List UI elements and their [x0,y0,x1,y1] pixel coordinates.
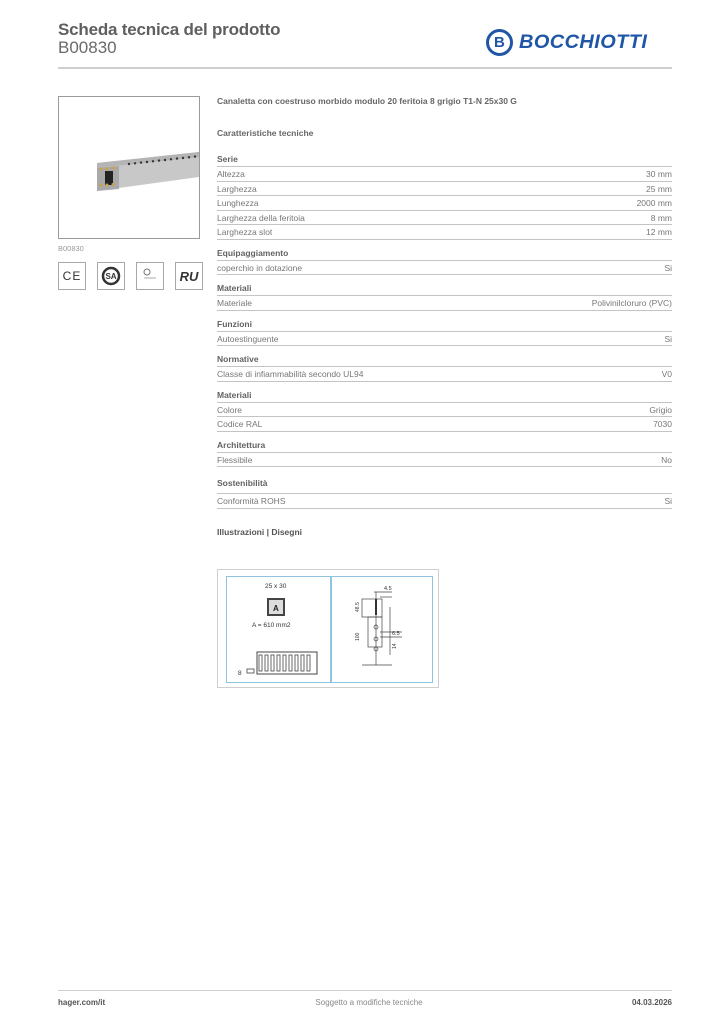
spec-row [217,261,672,276]
area-label: A = 610 mm2 [252,622,291,629]
slot-width-label: 8 [238,670,242,677]
spec-row [217,182,672,197]
spec-label: Conformità ROHS [217,496,286,506]
svg-text:SA: SA [105,272,117,281]
group-title: Materiali [217,282,672,296]
spec-value: V0 [661,369,672,379]
spec-label: Colore [217,404,243,415]
spec-group-serie [217,153,672,240]
footer-date: 04.03.2026 [631,998,672,1007]
group-title: Sostenibilità [217,477,672,494]
spec-label: Flessibile [217,454,253,465]
spec-value: Si [664,262,672,273]
spec-row [217,494,672,509]
technical-drawings [217,569,439,688]
cross-section-icon [267,598,285,616]
specs-title: Caratteristiche tecniche [217,128,314,138]
image-caption: B00830 [58,244,84,253]
footer-disclaimer: Soggetto a modifiche tecniche [315,998,423,1007]
spec-value: 25 mm [646,183,672,194]
csa-mark-icon [97,262,125,290]
ur-mark-icon: RU [175,262,203,290]
ul-recognized-icon [136,262,164,290]
group-title: Normative [217,353,672,367]
spec-label: Materiale [217,298,252,308]
svg-text:100: 100 [355,632,361,641]
group-title: Materiali [217,389,672,403]
product-code: B00830 [58,38,117,57]
brand-logo [486,29,648,56]
spec-label: Altezza [217,169,245,179]
spec-value: 7030 [653,419,672,429]
spec-label: Lunghezza [217,198,259,208]
spec-group-materiali [217,282,672,311]
spec-value: Si [664,496,672,506]
spec-row [217,367,672,382]
spec-row [217,196,672,211]
spec-row [217,296,672,311]
size-label: 25 x 30 [265,583,287,590]
specs-panel [217,96,672,537]
spec-group-sostenibilita [217,477,672,509]
spec-label: Larghezza [217,183,257,194]
certification-badges [58,262,203,290]
spec-label: Codice RAL [217,419,263,429]
spec-group-architettura [217,439,672,468]
spec-value: 30 mm [646,169,672,179]
spec-value: Polivinilcloruro (PVC) [591,298,672,308]
spec-label: coperchio in dotazione [217,262,303,273]
spec-value: No [661,454,672,465]
spec-group-funzioni [217,318,672,347]
spec-label: Larghezza slot [217,227,273,237]
spec-value: 8 mm [650,212,672,223]
product-description: Canaletta con coestruso morbido modulo 20 feritoia 8 grigio T1-N 25x30 G [217,96,517,106]
footer-website: hager.com/it [58,998,106,1007]
illustrations-title: Illustrazioni | Disegni [217,526,303,537]
svg-text:6.5: 6.5 [392,631,400,637]
footer-divider [58,990,672,991]
svg-text:48.5: 48.5 [355,602,361,612]
spec-row [217,167,672,182]
group-title: Serie [217,153,672,167]
bocchiotti-logo-icon: B [486,29,513,56]
spec-row [217,211,672,226]
spec-label: Autoestinguente [217,333,279,344]
spec-label: Classe di infiammabilità secondo UL94 [217,369,364,379]
spec-row [217,225,672,240]
header-divider [58,67,672,69]
spec-value: Grigio [649,404,672,415]
spec-row [217,403,672,418]
spec-group-normative [217,353,672,382]
spec-group-materiali-colore [217,389,672,432]
spec-value: 12 mm [646,227,672,237]
group-title: Equipaggiamento [217,247,672,261]
spec-value: Si [664,333,672,344]
dimension-drawing [331,576,433,683]
page-title: Scheda tecnica del prodotto [58,20,281,39]
spec-row [217,332,672,347]
area-icon-letter: A [273,604,279,613]
svg-text:14: 14 [392,643,398,649]
section-drawing [226,576,331,683]
slotted-duct-side-icon [235,650,325,680]
dimension-drawing-icon [332,577,432,681]
ce-mark-icon: CE [58,262,86,290]
group-title: Architettura [217,439,672,453]
spec-label: Larghezza della feritoia [217,212,305,223]
spec-row [217,417,672,432]
group-title: Funzioni [217,318,672,332]
product-image [58,96,200,239]
spec-value: 2000 mm [636,198,672,208]
spec-row [217,453,672,468]
brand-name: BOCCHIOTTI [519,31,648,53]
svg-text:4.5: 4.5 [384,586,392,592]
spec-group-equipaggiamento [217,247,672,276]
